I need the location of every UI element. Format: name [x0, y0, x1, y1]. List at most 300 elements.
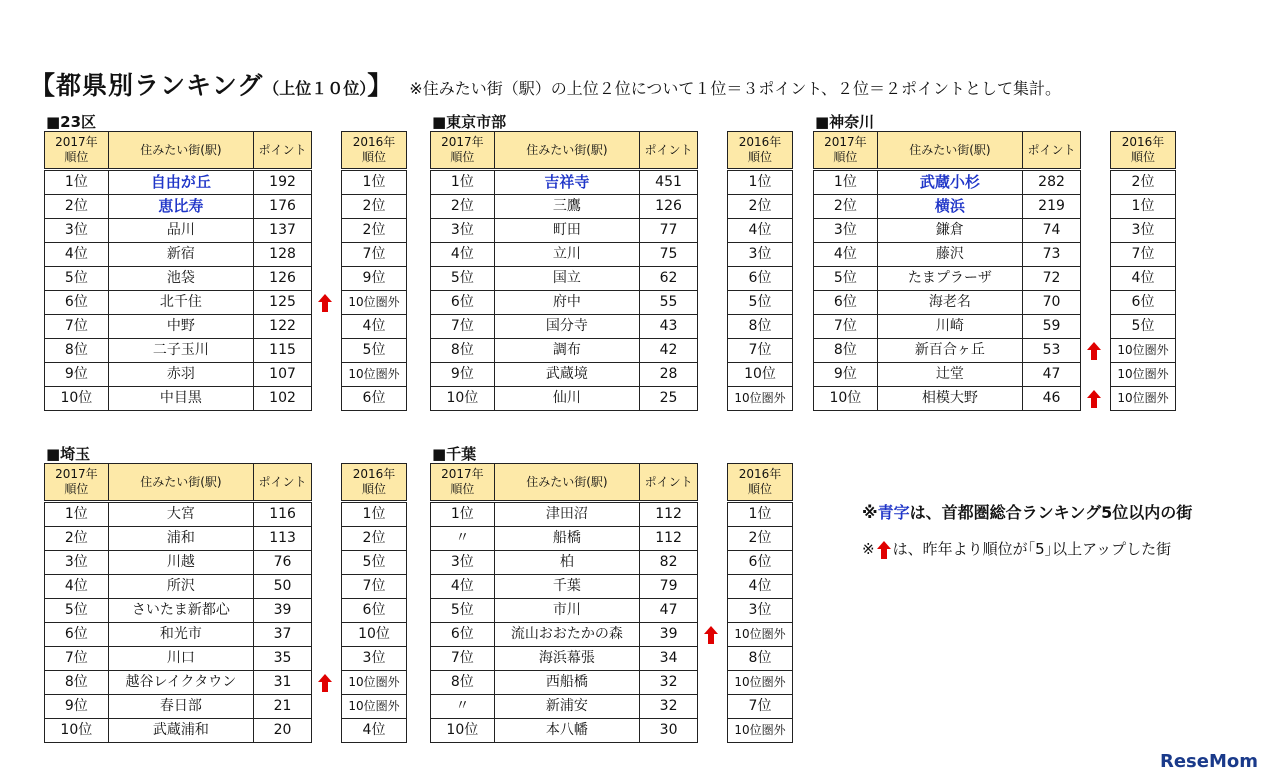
rank-cell: 3位 — [814, 219, 878, 243]
station-cell: 赤羽 — [108, 363, 253, 387]
up-arrow-icon — [1087, 342, 1101, 360]
station-cell: 二子玉川 — [108, 339, 253, 363]
prev-rank-cell: 10位 — [342, 623, 407, 647]
station-cell: 武蔵小杉 — [877, 170, 1022, 195]
section-title: ■千葉 — [432, 445, 477, 463]
prev-rank-cell: 7位 — [342, 243, 407, 267]
points-cell: 30 — [640, 719, 698, 743]
station-cell: 国分寺 — [494, 315, 639, 339]
ranking-table — [813, 131, 1081, 411]
table-row — [431, 719, 698, 743]
table-row — [728, 599, 793, 623]
header-rank2017: 2017年 順位 — [45, 132, 109, 170]
table-row — [431, 195, 698, 219]
table-row — [45, 695, 312, 719]
points-cell: 21 — [254, 695, 312, 719]
table-row — [431, 551, 698, 575]
prev-rank-cell: 1位 — [728, 170, 793, 195]
title-note: ※住みたい街（駅）の上位２位について１位＝３ポイント、２位＝２ポイントとして集計。 — [409, 79, 1061, 98]
points-cell: 219 — [1023, 195, 1081, 219]
table-row — [45, 647, 312, 671]
points-cell: 102 — [254, 387, 312, 411]
prev-rank-cell: 6位 — [342, 599, 407, 623]
rank-cell: 10位 — [45, 719, 109, 743]
points-cell: 53 — [1023, 339, 1081, 363]
rank-cell: 9位 — [814, 363, 878, 387]
prev-rank-cell: 5位 — [728, 291, 793, 315]
rank-cell: 8位 — [45, 339, 109, 363]
table-row — [45, 623, 312, 647]
points-cell: 39 — [640, 623, 698, 647]
table-row — [342, 647, 407, 671]
points-cell: 59 — [1023, 315, 1081, 339]
prev-rank-cell: 4位 — [728, 219, 793, 243]
table-row — [45, 527, 312, 551]
table-row — [1111, 315, 1176, 339]
table-row — [342, 315, 407, 339]
points-cell: 112 — [640, 527, 698, 551]
prev-rank-cell: 10位圏外 — [728, 623, 793, 647]
rank-cell: 6位 — [45, 623, 109, 647]
rank-cell: 6位 — [431, 623, 495, 647]
table-header — [814, 132, 1081, 170]
table-row — [431, 219, 698, 243]
prev-rank-cell: 5位 — [342, 551, 407, 575]
station-cell: 武蔵境 — [494, 363, 639, 387]
points-cell: 74 — [1023, 219, 1081, 243]
rank-cell: 6位 — [45, 291, 109, 315]
table-row — [728, 575, 793, 599]
prev-rank-cell: 10位圏外 — [728, 387, 793, 411]
table-row — [431, 291, 698, 315]
header-rank2016: 2016年 順位 — [1111, 132, 1176, 170]
table-row — [431, 527, 698, 551]
points-cell: 76 — [254, 551, 312, 575]
station-cell: 恵比寿 — [108, 195, 253, 219]
rank-cell: 5位 — [431, 599, 495, 623]
prev-rank-cell: 10位圏外 — [1111, 363, 1176, 387]
prev-rank-cell: 7位 — [342, 575, 407, 599]
station-cell: 市川 — [494, 599, 639, 623]
points-cell: 25 — [640, 387, 698, 411]
up-arrow-icon — [318, 674, 332, 692]
prev-rank-cell: 10位圏外 — [342, 363, 407, 387]
table-header — [1111, 132, 1176, 170]
station-cell: 相模大野 — [877, 387, 1022, 411]
table-row — [431, 623, 698, 647]
legend-blue-word: 青字 — [877, 503, 910, 522]
legend-arrow-text: は、昨年より順位が｢5｣以上アップした街 — [892, 540, 1172, 558]
table-row — [431, 243, 698, 267]
station-cell: 国立 — [494, 267, 639, 291]
ranking-table — [430, 131, 698, 411]
prev-rank-table — [341, 131, 407, 411]
station-cell: 海老名 — [877, 291, 1022, 315]
table-header — [45, 464, 312, 502]
rank-cell: 4位 — [814, 243, 878, 267]
station-cell: 川口 — [108, 647, 253, 671]
prev-rank-cell: 4位 — [728, 575, 793, 599]
table-row — [342, 219, 407, 243]
table-row — [728, 219, 793, 243]
station-cell: 仙川 — [494, 387, 639, 411]
table-row — [814, 195, 1081, 219]
up-arrow-icon — [318, 294, 332, 312]
prev-rank-cell: 6位 — [342, 387, 407, 411]
points-cell: 34 — [640, 647, 698, 671]
table-row — [728, 339, 793, 363]
prev-rank-cell: 10位圏外 — [728, 671, 793, 695]
table-row — [342, 527, 407, 551]
rank-cell: 7位 — [814, 315, 878, 339]
table-row — [431, 267, 698, 291]
table-row — [728, 671, 793, 695]
table-row — [728, 195, 793, 219]
table-row — [728, 527, 793, 551]
table-row — [45, 339, 312, 363]
title-main: 【都県別ランキング — [30, 71, 264, 100]
table-row — [342, 291, 407, 315]
table-row — [1111, 243, 1176, 267]
rank-cell: 5位 — [45, 599, 109, 623]
rank-cell: 10位 — [431, 719, 495, 743]
rank-cell: 7位 — [45, 315, 109, 339]
prev-rank-cell: 1位 — [342, 502, 407, 527]
table-row — [45, 219, 312, 243]
section-title: ■23区 — [46, 113, 97, 131]
table-header — [45, 132, 312, 170]
table-row — [814, 387, 1081, 411]
table-row — [45, 599, 312, 623]
table-row — [728, 243, 793, 267]
table-row — [45, 387, 312, 411]
rank-cell: 5位 — [814, 267, 878, 291]
table-header — [431, 132, 698, 170]
header-rank2016: 2016年 順位 — [728, 464, 793, 502]
table-row — [728, 267, 793, 291]
table-row — [431, 363, 698, 387]
section-title: ■埼玉 — [46, 445, 91, 463]
rank-cell: 3位 — [45, 219, 109, 243]
table-row — [1111, 219, 1176, 243]
rank-cell: 2位 — [45, 527, 109, 551]
table-row — [342, 671, 407, 695]
table-row — [342, 695, 407, 719]
station-cell: 新浦安 — [494, 695, 639, 719]
prev-rank-cell: 2位 — [1111, 170, 1176, 195]
table-row — [814, 219, 1081, 243]
table-row — [45, 315, 312, 339]
table-row — [45, 671, 312, 695]
points-cell: 451 — [640, 170, 698, 195]
prev-rank-cell: 10位圏外 — [1111, 387, 1176, 411]
legend-blue — [862, 500, 1192, 523]
station-cell: 府中 — [494, 291, 639, 315]
points-cell: 113 — [254, 527, 312, 551]
points-cell: 28 — [640, 363, 698, 387]
table-row — [814, 267, 1081, 291]
rank-cell: 8位 — [45, 671, 109, 695]
station-cell: 藤沢 — [877, 243, 1022, 267]
table-row — [342, 599, 407, 623]
prev-rank-cell: 8位 — [728, 647, 793, 671]
prev-rank-cell: 1位 — [728, 502, 793, 527]
rank-cell: 1位 — [431, 502, 495, 527]
prev-rank-table — [727, 463, 793, 743]
rank-cell: 2位 — [814, 195, 878, 219]
prev-rank-cell: 7位 — [728, 695, 793, 719]
rank-cell: 〃 — [431, 695, 495, 719]
header-rank2017: 2017年 順位 — [431, 132, 495, 170]
table-row — [431, 502, 698, 527]
header-station: 住みたい街(駅) — [108, 132, 253, 170]
table-row — [342, 575, 407, 599]
points-cell: 31 — [254, 671, 312, 695]
header-station: 住みたい街(駅) — [877, 132, 1022, 170]
points-cell: 47 — [1023, 363, 1081, 387]
rank-cell: 7位 — [431, 647, 495, 671]
ranking-table — [44, 463, 312, 743]
points-cell: 32 — [640, 695, 698, 719]
table-header — [431, 464, 698, 502]
points-cell: 128 — [254, 243, 312, 267]
header-rank2017: 2017年 順位 — [45, 464, 109, 502]
up-arrow-icon — [704, 626, 718, 644]
prev-rank-cell: 5位 — [342, 339, 407, 363]
rank-cell: 5位 — [45, 267, 109, 291]
points-cell: 79 — [640, 575, 698, 599]
table-row — [431, 339, 698, 363]
rank-cell: 〃 — [431, 527, 495, 551]
points-cell: 42 — [640, 339, 698, 363]
rank-cell: 5位 — [431, 267, 495, 291]
points-cell: 192 — [254, 170, 312, 195]
points-cell: 116 — [254, 502, 312, 527]
ranking-table — [44, 131, 312, 411]
station-cell: 柏 — [494, 551, 639, 575]
table-row — [431, 695, 698, 719]
header-points: ポイント — [254, 132, 312, 170]
table-row — [342, 170, 407, 195]
table-row — [431, 387, 698, 411]
points-cell: 70 — [1023, 291, 1081, 315]
table-row — [1111, 170, 1176, 195]
table-row — [45, 502, 312, 527]
prev-rank-table — [727, 131, 793, 411]
table-row — [728, 502, 793, 527]
rank-cell: 10位 — [431, 387, 495, 411]
points-cell: 115 — [254, 339, 312, 363]
prev-rank-cell: 6位 — [728, 267, 793, 291]
table-row — [431, 599, 698, 623]
points-cell: 112 — [640, 502, 698, 527]
table-row — [431, 647, 698, 671]
points-cell: 37 — [254, 623, 312, 647]
table-row — [728, 647, 793, 671]
points-cell: 125 — [254, 291, 312, 315]
header-station: 住みたい街(駅) — [108, 464, 253, 502]
rank-cell: 6位 — [814, 291, 878, 315]
prev-rank-cell: 3位 — [1111, 219, 1176, 243]
table-row — [728, 170, 793, 195]
section-title: ■東京市部 — [432, 113, 507, 131]
header-rank2016: 2016年 順位 — [342, 464, 407, 502]
table-row — [728, 315, 793, 339]
legend-arrow-prefix: ※ — [862, 540, 875, 558]
prev-rank-cell: 10位圏外 — [342, 695, 407, 719]
points-cell: 32 — [640, 671, 698, 695]
table-row — [45, 719, 312, 743]
table-row — [342, 243, 407, 267]
prev-rank-cell: 8位 — [728, 315, 793, 339]
table-row — [814, 243, 1081, 267]
points-cell: 39 — [254, 599, 312, 623]
rank-cell: 9位 — [45, 695, 109, 719]
rank-cell: 1位 — [431, 170, 495, 195]
table-header — [342, 132, 407, 170]
rank-cell: 10位 — [45, 387, 109, 411]
rank-cell: 8位 — [431, 671, 495, 695]
prev-rank-cell: 10位圏外 — [342, 291, 407, 315]
table-row — [342, 387, 407, 411]
station-cell: 北千住 — [108, 291, 253, 315]
station-cell: さいたま新都心 — [108, 599, 253, 623]
prev-rank-cell: 6位 — [1111, 291, 1176, 315]
points-cell: 35 — [254, 647, 312, 671]
prev-rank-cell: 2位 — [728, 527, 793, 551]
table-header — [342, 464, 407, 502]
rank-cell: 4位 — [45, 575, 109, 599]
header-rank2016: 2016年 順位 — [728, 132, 793, 170]
table-row — [342, 719, 407, 743]
station-cell: 町田 — [494, 219, 639, 243]
table-row — [342, 623, 407, 647]
station-cell: 横浜 — [877, 195, 1022, 219]
rank-cell: 3位 — [45, 551, 109, 575]
resemom-logo: ReseMom — [1159, 751, 1258, 772]
station-cell: 新宿 — [108, 243, 253, 267]
table-row — [45, 551, 312, 575]
rank-cell: 3位 — [431, 219, 495, 243]
rank-cell: 1位 — [814, 170, 878, 195]
rank-cell: 8位 — [814, 339, 878, 363]
table-row — [431, 315, 698, 339]
section-title: ■神奈川 — [815, 113, 875, 131]
points-cell: 50 — [254, 575, 312, 599]
prev-rank-cell: 2位 — [342, 195, 407, 219]
points-cell: 77 — [640, 219, 698, 243]
table-row — [728, 719, 793, 743]
rank-cell: 3位 — [431, 551, 495, 575]
table-row — [814, 339, 1081, 363]
station-cell: 調布 — [494, 339, 639, 363]
points-cell: 107 — [254, 363, 312, 387]
header-rank2017: 2017年 順位 — [431, 464, 495, 502]
table-row — [728, 291, 793, 315]
rank-cell: 8位 — [431, 339, 495, 363]
table-row — [342, 267, 407, 291]
table-row — [814, 170, 1081, 195]
prev-rank-cell: 7位 — [728, 339, 793, 363]
points-cell: 43 — [640, 315, 698, 339]
points-cell: 47 — [640, 599, 698, 623]
points-cell: 55 — [640, 291, 698, 315]
rank-cell: 4位 — [431, 575, 495, 599]
rank-cell: 1位 — [45, 502, 109, 527]
up-arrow-icon — [877, 541, 891, 559]
header-points: ポイント — [1023, 132, 1081, 170]
points-cell: 137 — [254, 219, 312, 243]
table-row — [728, 695, 793, 719]
legend-blue-prefix: ※ — [862, 503, 878, 522]
title-close: 】 — [367, 71, 394, 100]
table-row — [342, 339, 407, 363]
prev-rank-cell: 1位 — [1111, 195, 1176, 219]
legend-blue-text: は、首都圏総合ランキング5位以内の街 — [909, 503, 1193, 522]
station-cell: 大宮 — [108, 502, 253, 527]
rank-cell: 10位 — [814, 387, 878, 411]
prev-rank-cell: 2位 — [342, 527, 407, 551]
station-cell: 春日部 — [108, 695, 253, 719]
prev-rank-table — [1110, 131, 1176, 411]
prev-rank-cell: 9位 — [342, 267, 407, 291]
station-cell: 品川 — [108, 219, 253, 243]
table-row — [1111, 363, 1176, 387]
station-cell: 本八幡 — [494, 719, 639, 743]
table-row — [45, 243, 312, 267]
points-cell: 176 — [254, 195, 312, 219]
points-cell: 126 — [640, 195, 698, 219]
prev-rank-cell: 10位圏外 — [1111, 339, 1176, 363]
table-row — [1111, 291, 1176, 315]
station-cell: 和光市 — [108, 623, 253, 647]
station-cell: 西船橋 — [494, 671, 639, 695]
header-points: ポイント — [254, 464, 312, 502]
table-row — [45, 575, 312, 599]
title-sub: （上位１０位） — [263, 79, 368, 98]
header-station: 住みたい街(駅) — [494, 132, 639, 170]
prev-rank-cell: 10位圏外 — [342, 671, 407, 695]
legend-arrow — [862, 538, 1171, 559]
points-cell: 62 — [640, 267, 698, 291]
page-title — [30, 66, 1061, 102]
up-arrow-icon — [1087, 390, 1101, 408]
points-cell: 126 — [254, 267, 312, 291]
station-cell: 自由が丘 — [108, 170, 253, 195]
station-cell: 所沢 — [108, 575, 253, 599]
header-points: ポイント — [640, 464, 698, 502]
table-row — [1111, 387, 1176, 411]
table-row — [814, 363, 1081, 387]
prev-rank-cell: 10位 — [728, 363, 793, 387]
prev-rank-cell: 5位 — [1111, 315, 1176, 339]
prev-rank-cell: 4位 — [342, 719, 407, 743]
station-cell: 津田沼 — [494, 502, 639, 527]
header-station: 住みたい街(駅) — [494, 464, 639, 502]
rank-cell: 1位 — [45, 170, 109, 195]
table-row — [431, 170, 698, 195]
station-cell: 新百合ヶ丘 — [877, 339, 1022, 363]
prev-rank-cell: 6位 — [728, 551, 793, 575]
table-row — [342, 502, 407, 527]
table-header — [728, 464, 793, 502]
station-cell: 武蔵浦和 — [108, 719, 253, 743]
points-cell: 20 — [254, 719, 312, 743]
station-cell: 海浜幕張 — [494, 647, 639, 671]
station-cell: 鎌倉 — [877, 219, 1022, 243]
header-rank2017: 2017年 順位 — [814, 132, 878, 170]
table-row — [728, 551, 793, 575]
